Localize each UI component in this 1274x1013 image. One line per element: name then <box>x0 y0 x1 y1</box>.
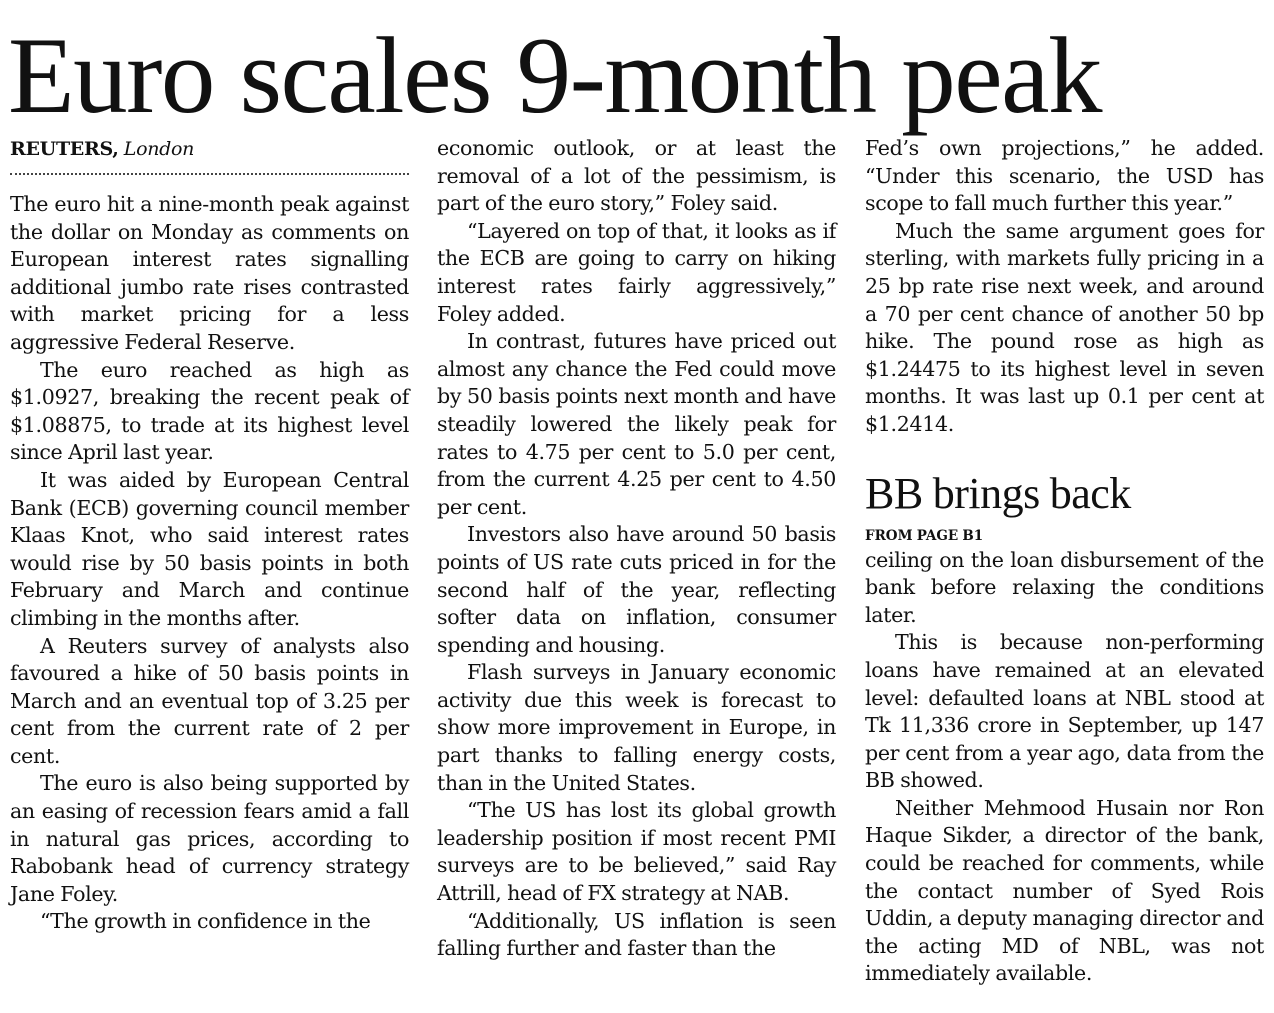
article-paragraph: economic outlook, or at least the removal of a lot of the pessimism, is part of the euro story,” Foley said. <box>437 136 836 216</box>
article-paragraph: Much the same argument goes for sterling, with markets fully pricing in a 25 bp rate rise next week, and around a 70 per cent chance of another 50 bp hike. The pound rose as high as $1.24475 to its highest level in seven months. It was last up 0.1 per cent at $1.2414. <box>865 218 1264 436</box>
article-paragraph: In contrast, futures have priced out almost any chance the Fed could move by 50 basis points next month and have steadily lowered the likely peak for rates to 4.75 per cent to 5.0 per cent, from the current 4.25 per cent to 4.50 per cent. <box>437 329 836 519</box>
article-paragraph: The euro is also being supported by an easing of recession fears amid a fall in natural gas prices, according to Rabobank head of currency strategy Jane Foley. <box>10 771 409 906</box>
article-column-1 <box>10 135 409 936</box>
second-story-paragraph: Neither Mehmood Husain nor Ron Haque Sikder, a director of the bank, could be reached for comments, while the contact number of Syed Rois Uddin, a deputy managing director and the acting MD of NBL, was not immediately available. <box>865 795 1264 986</box>
second-story-title: BB brings back <box>865 468 1131 518</box>
byline <box>10 135 409 163</box>
continued-from-label: FROM PAGE B1 <box>865 527 984 544</box>
article-column-2 <box>437 135 836 963</box>
headline: Euro scales 9-month peak <box>8 15 1102 136</box>
article-paragraph: “Layered on top of that, it looks as if the ECB are going to carry on hiking interest rates fairly aggressively,” Foley added. <box>437 218 836 326</box>
article-paragraph: Fed’s own projections,” he added. “Under this scenario, the USD has scope to fall much further this year.” <box>865 136 1264 216</box>
second-story-paragraph: ceiling on the loan disbursement of the bank before relaxing the conditions later. <box>865 547 1264 627</box>
byline-agency: REUTERS, <box>10 138 119 160</box>
article-paragraph: The euro reached as high as $1.0927, breaking the recent peak of $1.08875, to trade at its highest level since April last year. <box>10 357 409 465</box>
article-column-3 <box>865 135 1264 988</box>
article-paragraph: “The US has lost its global growth leadership position if most recent PMI surveys are to be believed,” said Ray Attrill, head of FX strategy at NAB. <box>437 798 836 906</box>
article-paragraph: A Reuters survey of analysts also favoured a hike of 50 basis points in March and an eventual top of 3.25 per cent from the current rate of 2 per cent. <box>10 633 409 768</box>
second-story-paragraph: This is because non-performing loans have remained at an elevated level: defaulted loans at NBL stood at Tk 11,336 crore in September, up 147 per cent from a year ago, data from the BB showed. <box>865 630 1264 793</box>
article-paragraph: Flash surveys in January economic activity due this week is forecast to show more improvement in Europe, in part thanks to falling energy costs, than in the United States. <box>437 660 836 795</box>
byline-location: London <box>123 138 195 160</box>
article-paragraph: It was aided by European Central Bank (ECB) governing council member Klaas Knot, who said interest rates would rise by 50 basis points in both February and March and continue climbing in the months after. <box>10 467 409 630</box>
article-paragraph: “The growth in confidence in the <box>40 909 371 934</box>
article-paragraph: Investors also have around 50 basis points of US rate cuts priced in for the second half of the year, reflecting softer data on inflation, consumer spending and housing. <box>437 522 836 657</box>
article-paragraph: “Additionally, US inflation is seen falling further and faster than the <box>437 908 836 961</box>
article-paragraph: The euro hit a nine-month peak against the dollar on Monday as comments on European interest rates signalling additional jumbo rate rises contrasted with market pricing for a less aggressive Federal Reserve. <box>10 192 409 354</box>
byline-divider <box>10 173 409 175</box>
